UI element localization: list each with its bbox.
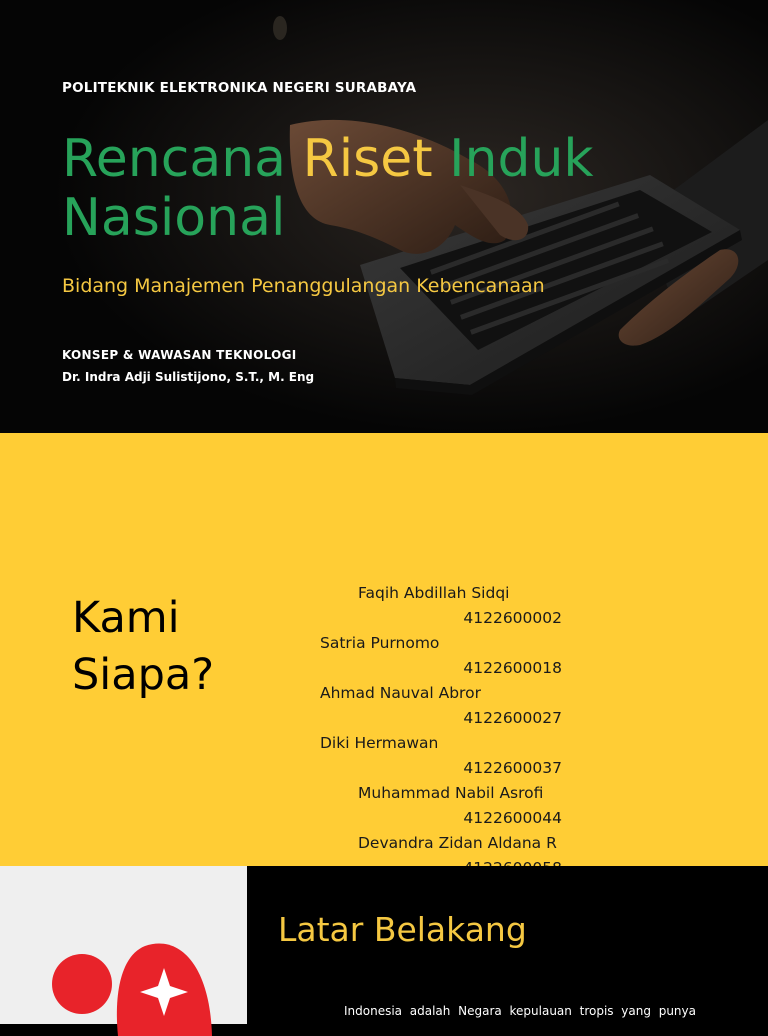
- background-slide: [0, 866, 768, 1024]
- title-part-3: Induk Nasional: [62, 129, 594, 248]
- member-name: Ahmad Nauval Abror: [320, 684, 481, 702]
- course-topic: KONSEP & WAWASAN TEKNOLOGI: [62, 348, 297, 362]
- member-nim: 4122600037: [463, 759, 562, 777]
- logo-panel: [0, 866, 247, 1024]
- title-slide: [0, 0, 768, 433]
- member-name: Faqih Abdillah Sidqi: [358, 584, 510, 602]
- member-name: Satria Purnomo: [320, 634, 440, 652]
- institution-name: POLITEKNIK ELEKTRONIKA NEGERI SURABAYA: [62, 80, 417, 96]
- member-name: Devandra Zidan Aldana R: [358, 834, 557, 852]
- title-part-1: Rencana: [62, 129, 303, 189]
- member-name: Muhammad Nabil Asrofi: [358, 784, 544, 802]
- member-nim: 4122600044: [463, 809, 562, 827]
- slide-title: [62, 130, 682, 248]
- team-heading: Kami Siapa?: [72, 593, 215, 700]
- red-star-logo-icon: [40, 926, 230, 1036]
- member-nim: 4122600002: [463, 609, 562, 627]
- member-list: [320, 581, 570, 881]
- member-name: Diki Hermawan: [320, 734, 439, 752]
- slide-subtitle: Bidang Manajemen Penanggulangan Kebencanaan: [62, 275, 545, 297]
- member-nim: 4122600027: [463, 709, 562, 727]
- section-body-text: Indonesia adalah Negara kepulauan tropis yang punya: [344, 1004, 696, 1018]
- section-heading: Latar Belakang: [278, 910, 527, 949]
- lecturer-name: Dr. Indra Adji Sulistijono, S.T., M. Eng: [62, 370, 315, 384]
- title-highlight: Riset: [302, 129, 433, 189]
- member-nim: 4122600018: [463, 659, 562, 677]
- team-slide: [0, 433, 768, 866]
